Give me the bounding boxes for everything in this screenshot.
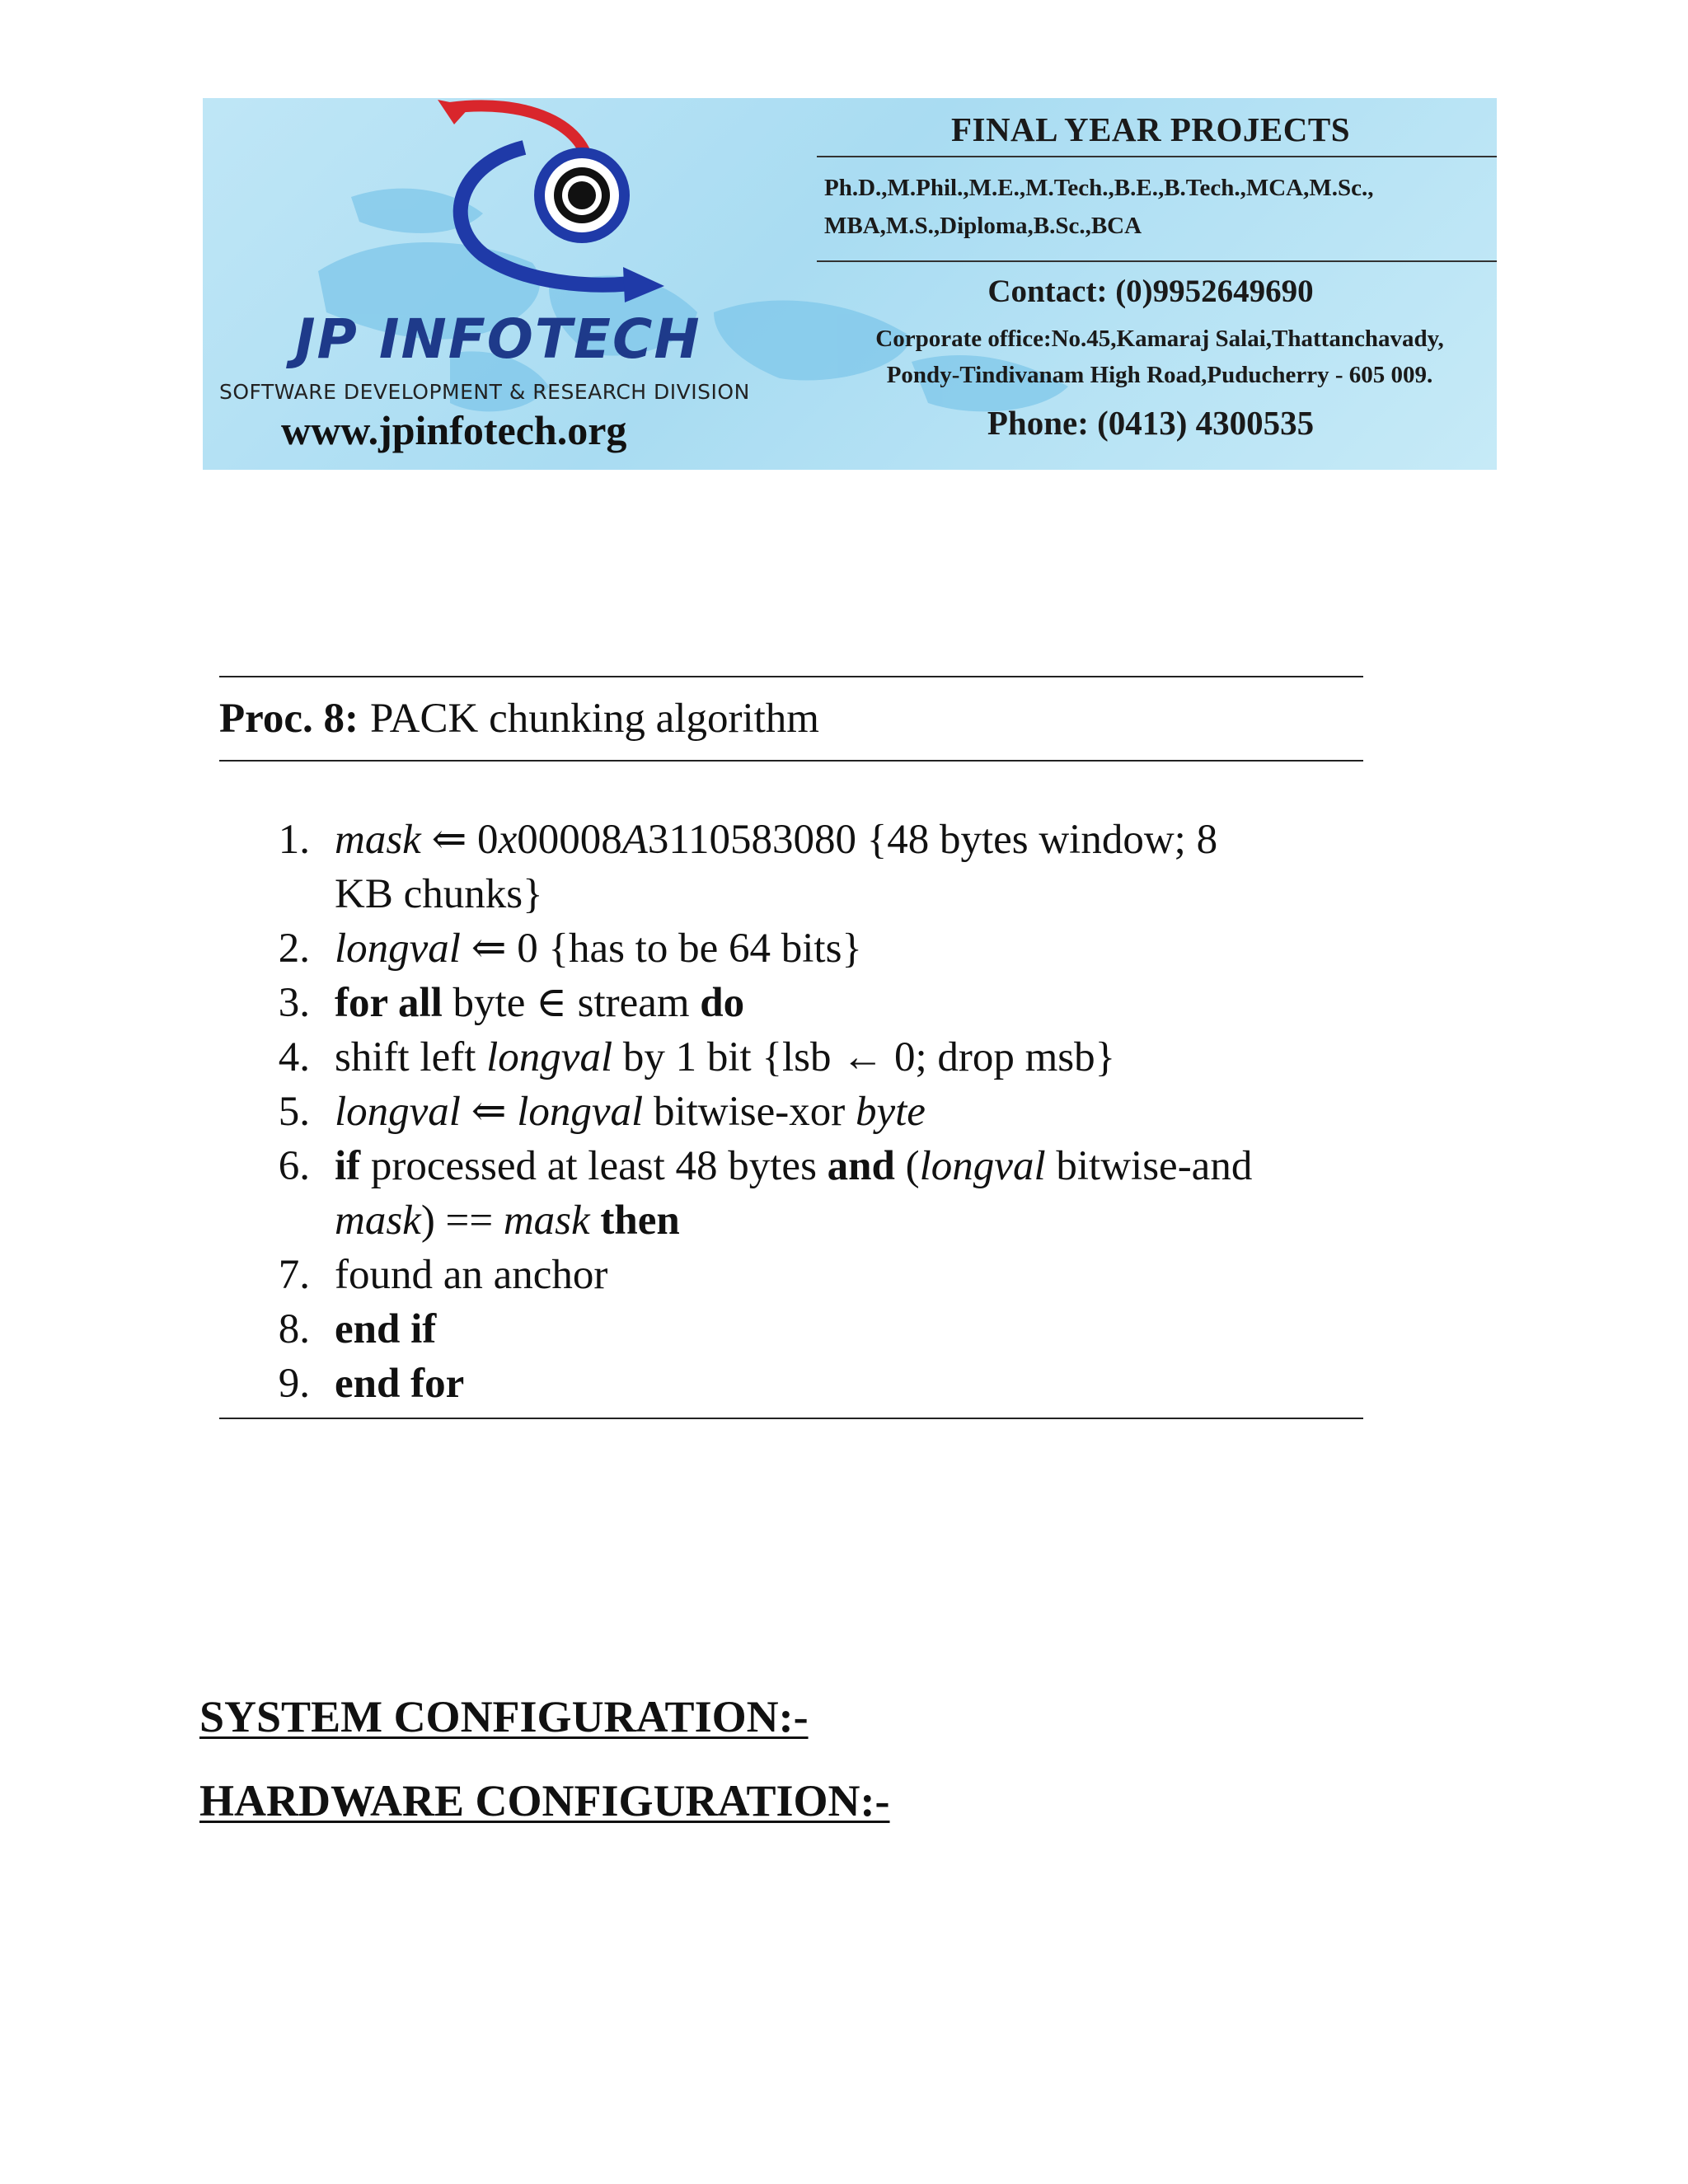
step-number: 2.	[278, 926, 310, 972]
procedure-title: PACK chunking algorithm	[370, 696, 819, 742]
step-number: 7.	[278, 1252, 310, 1298]
algorithm-step	[219, 1085, 1363, 1139]
company-name: JP INFOTECH	[295, 307, 701, 371]
step-text: bitwise-and	[1045, 1143, 1253, 1189]
keyword: and	[827, 1143, 895, 1189]
algorithm-step	[219, 1302, 1363, 1357]
address-line: Pondy-Tindivanam High Road,Puducherry - 605 009.	[886, 362, 1433, 388]
step-number	[246, 1193, 310, 1248]
keyword: end if	[335, 1306, 437, 1352]
algorithm-step	[219, 1357, 1363, 1411]
system-configuration-heading: SYSTEM CONFIGURATION:-	[199, 1692, 809, 1741]
step-text: processed at least 48 bytes	[360, 1143, 828, 1189]
degrees-line: Ph.D.,M.Phil.,M.E.,M.Tech.,B.E.,B.Tech.,MCA,M.Sc.,	[824, 175, 1374, 201]
step-text: KB chunks}	[335, 871, 543, 917]
bottom-rule	[219, 1418, 1363, 1419]
contact-number: Contact: (0)9952649690	[987, 274, 1314, 309]
step-number: 4.	[278, 1034, 310, 1080]
jp-infotech-logo	[318, 98, 829, 312]
step-number: 6.	[278, 1143, 310, 1189]
step-text: (	[894, 1143, 920, 1189]
step-number: 1.	[278, 817, 310, 863]
var-longval: longval	[919, 1143, 1046, 1189]
procedure-label: Proc. 8:	[219, 696, 359, 742]
divider	[817, 156, 1497, 157]
header-banner	[203, 98, 1497, 470]
step-text: ) ==	[420, 1197, 504, 1244]
var-longval: longval	[486, 1034, 613, 1080]
degrees-list	[824, 169, 1492, 245]
algorithm-step	[219, 867, 1363, 921]
var-longval: longval	[335, 1089, 461, 1135]
step-text: bitwise-xor	[643, 1089, 856, 1135]
step-text: shift left	[335, 1034, 487, 1080]
var-byte: byte	[856, 1089, 926, 1135]
keyword: for all	[335, 980, 443, 1026]
var-longval: longval	[517, 1089, 644, 1135]
algorithm-step	[219, 1139, 1363, 1193]
keyword: do	[700, 980, 745, 1026]
keyword: if	[335, 1143, 361, 1189]
step-number: 5.	[278, 1089, 310, 1135]
divider	[817, 260, 1497, 262]
var-mask: mask	[335, 1197, 421, 1244]
keyword: then	[600, 1197, 680, 1244]
step-number: 9.	[278, 1361, 310, 1407]
var-mask: mask	[335, 817, 421, 863]
keyword: end for	[335, 1361, 465, 1407]
step-text: A	[621, 817, 648, 863]
step-text: ⇐ 0	[420, 817, 499, 863]
address-line: Corporate office:No.45,Kamaraj Salai,Thattanchavady,	[875, 326, 1444, 352]
step-text: found an anchor	[335, 1252, 608, 1298]
office-address	[823, 321, 1497, 393]
step-text: 00008	[517, 817, 622, 863]
step-text: ⇐	[460, 1089, 518, 1135]
step-text	[590, 1197, 601, 1244]
var-mask: mask	[503, 1197, 590, 1244]
algorithm-step	[219, 921, 1363, 976]
step-text: ⇐ 0 {has to be 64 bits}	[460, 926, 862, 972]
algorithm-box	[219, 676, 1363, 1419]
algorithm-steps	[219, 762, 1363, 1418]
website-link[interactable]: www.jpinfotech.org	[281, 407, 627, 453]
algorithm-step	[219, 813, 1363, 867]
hardware-configuration-heading: HARDWARE CONFIGURATION:-	[199, 1776, 890, 1825]
phone-number: Phone: (0413) 4300535	[987, 404, 1315, 442]
step-number	[246, 867, 310, 921]
step-text: x	[498, 817, 518, 863]
banner-title: FINAL YEAR PROJECTS	[950, 110, 1351, 148]
step-number: 3.	[278, 980, 310, 1026]
step-text: by 1 bit {lsb ← 0; drop msb}	[612, 1034, 1116, 1080]
algorithm-caption	[219, 677, 1363, 760]
degrees-line: MBA,M.S.,Diploma,B.Sc.,BCA	[824, 213, 1142, 239]
algorithm-step	[219, 976, 1363, 1030]
algorithm-step	[219, 1193, 1363, 1248]
division-name: SOFTWARE DEVELOPMENT & RESEARCH DIVISION	[219, 380, 750, 404]
step-text: byte ∈ stream	[442, 980, 701, 1026]
var-longval: longval	[335, 926, 461, 972]
step-text: 3110583080 {48 bytes window; 8	[647, 817, 1218, 863]
algorithm-step	[219, 1248, 1363, 1302]
algorithm-step	[219, 1030, 1363, 1085]
step-number: 8.	[278, 1306, 310, 1352]
